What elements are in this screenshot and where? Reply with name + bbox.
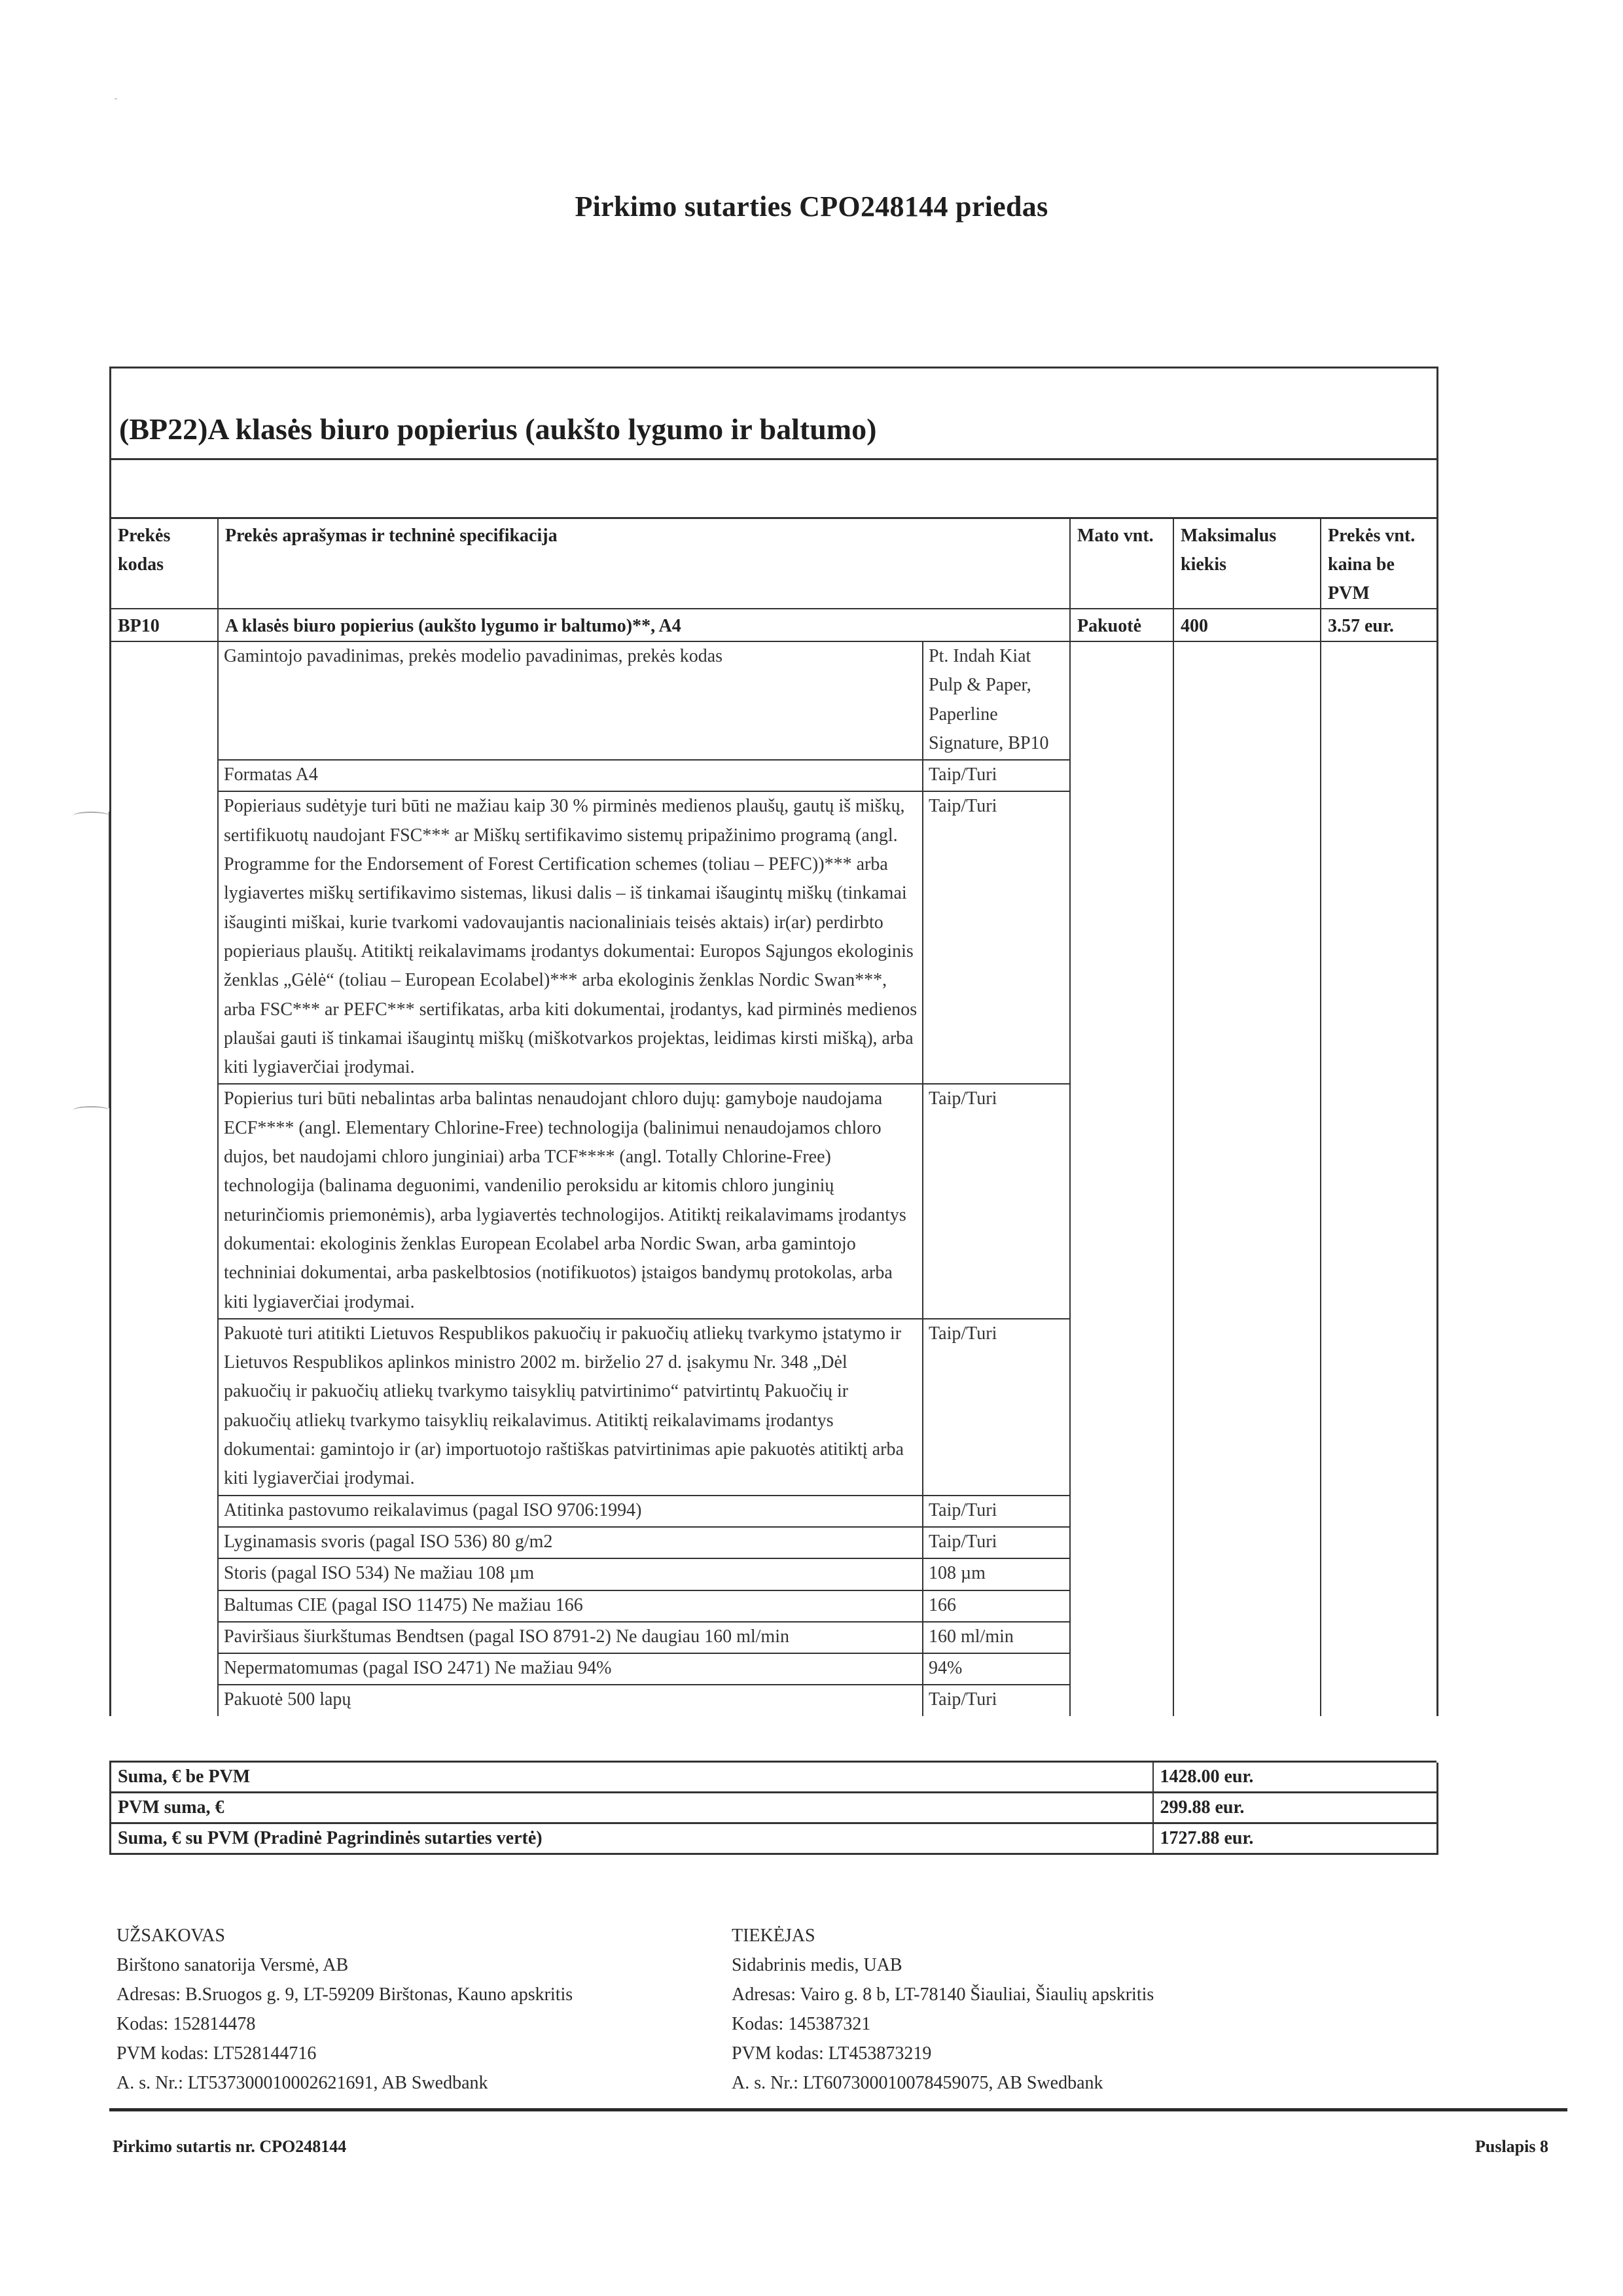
empty-unit-cell (1070, 641, 1173, 1716)
buyer-code: Kodas: 152814478 (116, 2014, 256, 2034)
spec-requirement: Popieriaus sudėtyje turi būti ne mažiau kaip 30 % pirminės medienos plaušų, gautų iš miškų, sertifikuotų naudojant FSC*** ar Miškų sertifikavimo sistemų pripažinimo programą (angl. Programme for the Endorsement of Forest Certification schemes (toliau – PEFC))*** arba lygiavertes miškų sertifikavimo sistemas, likusi dalis – iš tinkamai išaugintų miškų (tinkamai išauginti miškai, kurie tvarkomi vadovaujantis nacionaliniais teisės aktais) ir(ar) perdirbto popieriaus plaušų. Atitiktį reikalavimams įrodantys dokumentai: Europos Sąjungos ekologinis ženklas „Gėlė“ (toliau – European Ecolabel)*** arba ekologinis ženklas Nordic Swan***, arba FSC*** ar PEFC*** sertifikatas, arba kiti dokumentai, įrodantys, kad pirminės medienos plaušai gauti iš tinkamai išaugintų miškų (miškotvarkos projektas, leidimas kirsti mišką), arba kiti lygiaverčiai įrodymai. (219, 791, 923, 1084)
buyer-block (116, 1921, 573, 2098)
totals-label: PVM suma, € (111, 1793, 1153, 1823)
footer-contract: Pirkimo sutartis nr. CPO248144 (113, 2137, 347, 2156)
totals-value: 1727.88 eur. (1153, 1823, 1438, 1854)
empty-price-cell (1321, 641, 1436, 1716)
spacer-row (111, 460, 1436, 519)
totals-row (111, 1763, 1438, 1793)
buyer-name: Birštono sanatorija Versmė, AB (116, 1955, 349, 1975)
spec-row (219, 1558, 1071, 1590)
supplier-role: TIEKĖJAS (732, 1926, 815, 1946)
section-title: (BP22)A klasės biuro popierius (aukšto lygumo ir baltumo) (111, 368, 1436, 460)
spec-row (219, 760, 1071, 791)
spec-value: Taip/Turi (923, 1685, 1071, 1715)
buyer-role: UŽSAKOVAS (116, 1926, 225, 1946)
item-name: A klasės biuro popierius (aukšto lygumo ir baltumo)**, A4 (218, 609, 1070, 641)
margin-bracket (73, 1106, 109, 1114)
spec-subtable (219, 642, 1071, 1716)
header-unit-price: Prekės vnt. kaina be PVM (1321, 519, 1436, 609)
spec-value: 94% (923, 1653, 1071, 1685)
buyer-vat-code: PVM kodas: LT528144716 (116, 2043, 317, 2064)
buyer-account: A. s. Nr.: LT537300010002621691, AB Swedbank (116, 2073, 488, 2093)
totals-row (111, 1793, 1438, 1823)
footer-page-number: Puslapis 8 (1475, 2137, 1548, 2156)
totals-row (111, 1823, 1438, 1854)
supplier-block (732, 1921, 1154, 2098)
totals-label: Suma, € be PVM (111, 1763, 1153, 1793)
spec-value: Taip/Turi (923, 791, 1071, 1084)
supplier-code: Kodas: 145387321 (732, 2014, 871, 2034)
spec-value: Taip/Turi (923, 1319, 1071, 1496)
spec-value: Taip/Turi (923, 760, 1071, 791)
buyer-address: Adresas: B.Sruogos g. 9, LT-59209 Birštonas, Kauno apskritis (116, 1984, 573, 2005)
spec-value: Taip/Turi (923, 1084, 1071, 1318)
supplier-name: Sidabrinis medis, UAB (732, 1955, 902, 1975)
item-unit-price: 3.57 eur. (1321, 609, 1436, 641)
spec-row (219, 1685, 1071, 1715)
spec-value: 166 (923, 1590, 1071, 1622)
spec-row (219, 1653, 1071, 1685)
spec-value: Taip/Turi (923, 1527, 1071, 1558)
spec-subtable-cell (218, 641, 1070, 1716)
spec-requirement: Gamintojo pavadinimas, prekės modelio pavadinimas, prekės kodas (219, 642, 923, 760)
spec-value: 108 µm (923, 1558, 1071, 1590)
spec-table-frame (109, 367, 1438, 1716)
item-code: BP10 (111, 609, 218, 641)
spec-row (219, 1590, 1071, 1622)
spec-value: Pt. Indah Kiat Pulp & Paper, Paperline Signature, BP10 (923, 642, 1071, 760)
spec-row (219, 1622, 1071, 1653)
totals-value: 1428.00 eur. (1153, 1763, 1438, 1793)
spec-row (219, 1527, 1071, 1558)
spec-row (219, 1084, 1071, 1318)
spec-requirement: Nepermatomumas (pagal ISO 2471) Ne mažiau 94% (219, 1653, 923, 1685)
scan-speck (115, 98, 117, 99)
item-max-qty: 400 (1173, 609, 1321, 641)
spec-row (219, 642, 1071, 760)
header-max-qty: Maksimalus kiekis (1173, 519, 1321, 609)
spec-requirement: Pakuotė turi atitikti Lietuvos Respublikos pakuočių ir pakuočių atliekų tvarkymo įstatymo ir Lietuvos Respublikos aplinkos ministro 2002 m. birželio 27 d. įsakymu Nr. 348 „Dėl pakuočių ir pakuočių atliekų tvarkymo taisyklių patvirtinimo“ patvirtintų Pakuočių ir pakuočių atliekų tvarkymo taisyklių reikalavimus. Atitiktį reikalavimams įrodantys dokumentai: gamintojo ir (ar) importuotojo raštiškas patvirtinimas apie pakuotės atitiktį arba kiti lygiaverčiai įrodymai. (219, 1319, 923, 1496)
item-row (111, 609, 1436, 641)
footer-divider (109, 2108, 1567, 2111)
spec-block-row (111, 641, 1436, 1716)
supplier-vat-code: PVM kodas: LT453873219 (732, 2043, 932, 2064)
header-description: Prekės aprašymas ir techninė specifikacija (218, 519, 1070, 609)
spec-requirement: Atitinka pastovumo reikalavimus (pagal ISO 9706:1994) (219, 1496, 923, 1527)
empty-code-cell (111, 641, 218, 1716)
header-unit: Mato vnt. (1070, 519, 1173, 609)
supplier-address: Adresas: Vairo g. 8 b, LT-78140 Šiauliai, Šiaulių apskritis (732, 1984, 1154, 2005)
spec-row (219, 1319, 1071, 1496)
spec-row (219, 791, 1071, 1084)
empty-qty-cell (1173, 641, 1321, 1716)
spec-requirement: Paviršiaus šiurkštumas Bendtsen (pagal ISO 8791-2) Ne daugiau 160 ml/min (219, 1622, 923, 1653)
spec-requirement: Storis (pagal ISO 534) Ne mažiau 108 µm (219, 1558, 923, 1590)
supplier-account: A. s. Nr.: LT607300010078459075, AB Swedbank (732, 2073, 1103, 2093)
spec-requirement: Baltumas CIE (pagal ISO 11475) Ne mažiau 166 (219, 1590, 923, 1622)
spec-requirement: Pakuotė 500 lapų (219, 1685, 923, 1715)
spec-value: 160 ml/min (923, 1622, 1071, 1653)
spec-requirement: Popierius turi būti nebalintas arba balintas nenaudojant chloro dujų: gamyboje naudojama ECF**** (angl. Elementary Chlorine-Free) technologija (balinimui nenaudojamos chloro dujos, bet naudojami chloro junginiai) arba TCF**** (angl. Totally Chlorine-Free) technologija (balinama deguonimi, vandenilio peroksidu ar kitomis chloro junginių neturinčiomis priemonėmis), arba lygiavertės technologijos. Atitiktį reikalavimams įrodantys dokumentai: ekologinis ženklas European Ecolabel arba Nordic Swan, arba gamintojo techniniai dokumentai, arba paskelbtosios (notifikuotos) įstaigos bandymų protokolas, arba kiti lygiaverčiai įrodymai. (219, 1084, 923, 1318)
margin-bracket (73, 812, 109, 819)
spec-requirement: Formatas A4 (219, 760, 923, 791)
item-unit: Pakuotė (1070, 609, 1173, 641)
totals-table (109, 1761, 1436, 1855)
totals-value: 299.88 eur. (1153, 1793, 1438, 1823)
spec-table (111, 519, 1436, 1716)
spec-value: Taip/Turi (923, 1496, 1071, 1527)
page-title: Pirkimo sutarties CPO248144 priedas (575, 190, 1048, 223)
spec-requirement: Lyginamasis svoris (pagal ISO 536) 80 g/m2 (219, 1527, 923, 1558)
header-code: Prekės kodas (111, 519, 218, 609)
totals-label: Suma, € su PVM (Pradinė Pagrindinės sutarties vertė) (111, 1823, 1153, 1854)
spec-row (219, 1496, 1071, 1527)
header-row (111, 519, 1436, 609)
